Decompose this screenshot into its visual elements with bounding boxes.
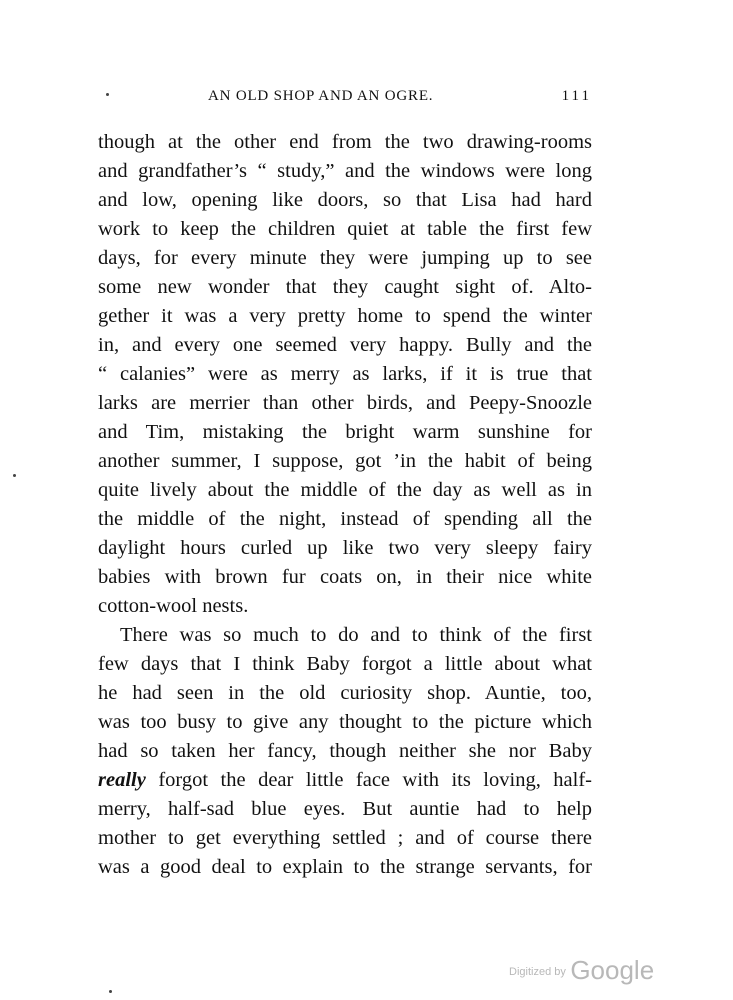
- text-line: work to keep the children quiet at table the first few: [98, 218, 592, 240]
- watermark-prefix: Digitized by: [509, 966, 566, 978]
- text-line: babies with brown fur coats on, in their nice white: [98, 566, 592, 588]
- text-line: quite lively about the middle of the day as well as in: [98, 479, 592, 501]
- text-line: was too busy to give any thought to the picture which: [98, 711, 592, 733]
- text-line: merry, half-sad blue eyes. But auntie had to help: [98, 798, 592, 820]
- page-speck-left: [13, 474, 16, 477]
- text-line: was a good deal to explain to the strange servants, for: [98, 856, 592, 878]
- page-number: 111: [561, 88, 592, 104]
- text-line: and grandfather’s “ study,” and the windows were long: [98, 160, 592, 182]
- text-line: larks are merrier than other birds, and Peepy-Snoozle: [98, 392, 592, 414]
- text-line: daylight hours curled up like two very sleepy fairy: [98, 537, 592, 559]
- text-line: in, and every one seemed very happy. Bully and the: [98, 334, 592, 356]
- text-line: cotton-wool nests.: [98, 595, 249, 617]
- text-line: and Tim, mistaking the bright warm sunshine for: [98, 421, 592, 443]
- running-title: AN OLD SHOP AND AN OGRE.: [208, 88, 434, 104]
- text-line: another summer, I suppose, got ’in the habit of being: [98, 450, 592, 472]
- text-line: and low, opening like doors, so that Lisa had hard: [98, 189, 592, 211]
- google-digitized-watermark: [509, 955, 654, 986]
- body-text: [98, 128, 592, 882]
- text-line: gether it was a very pretty home to spend the winter: [98, 305, 592, 327]
- running-header: [98, 88, 592, 112]
- text-line-with-emphasis: [98, 766, 592, 795]
- text-line: There was so much to do and to think of the first: [120, 624, 592, 646]
- text-line: “ calanies” were as merry as larks, if it is true that: [98, 363, 592, 385]
- page-speck-bottom: [109, 990, 112, 993]
- text-line: had so taken her fancy, though neither she nor Baby: [98, 740, 592, 762]
- text-line-rest: forgot the dear little face with its loving, half-: [158, 769, 593, 791]
- text-line: some new wonder that they caught sight of. Alto-: [98, 276, 592, 298]
- text-line: few days that I think Baby forgot a little about what: [98, 653, 592, 675]
- text-line: though at the other end from the two drawing-rooms: [98, 131, 592, 153]
- google-logo: Google: [570, 955, 655, 985]
- text-line: mother to get everything settled ; and of course there: [98, 827, 592, 849]
- emphasis-word: really: [98, 769, 146, 791]
- text-line: days, for every minute they were jumping up to see: [98, 247, 592, 269]
- text-line: he had seen in the old curiosity shop. Auntie, too,: [98, 682, 592, 704]
- text-line: the middle of the night, instead of spending all the: [98, 508, 592, 530]
